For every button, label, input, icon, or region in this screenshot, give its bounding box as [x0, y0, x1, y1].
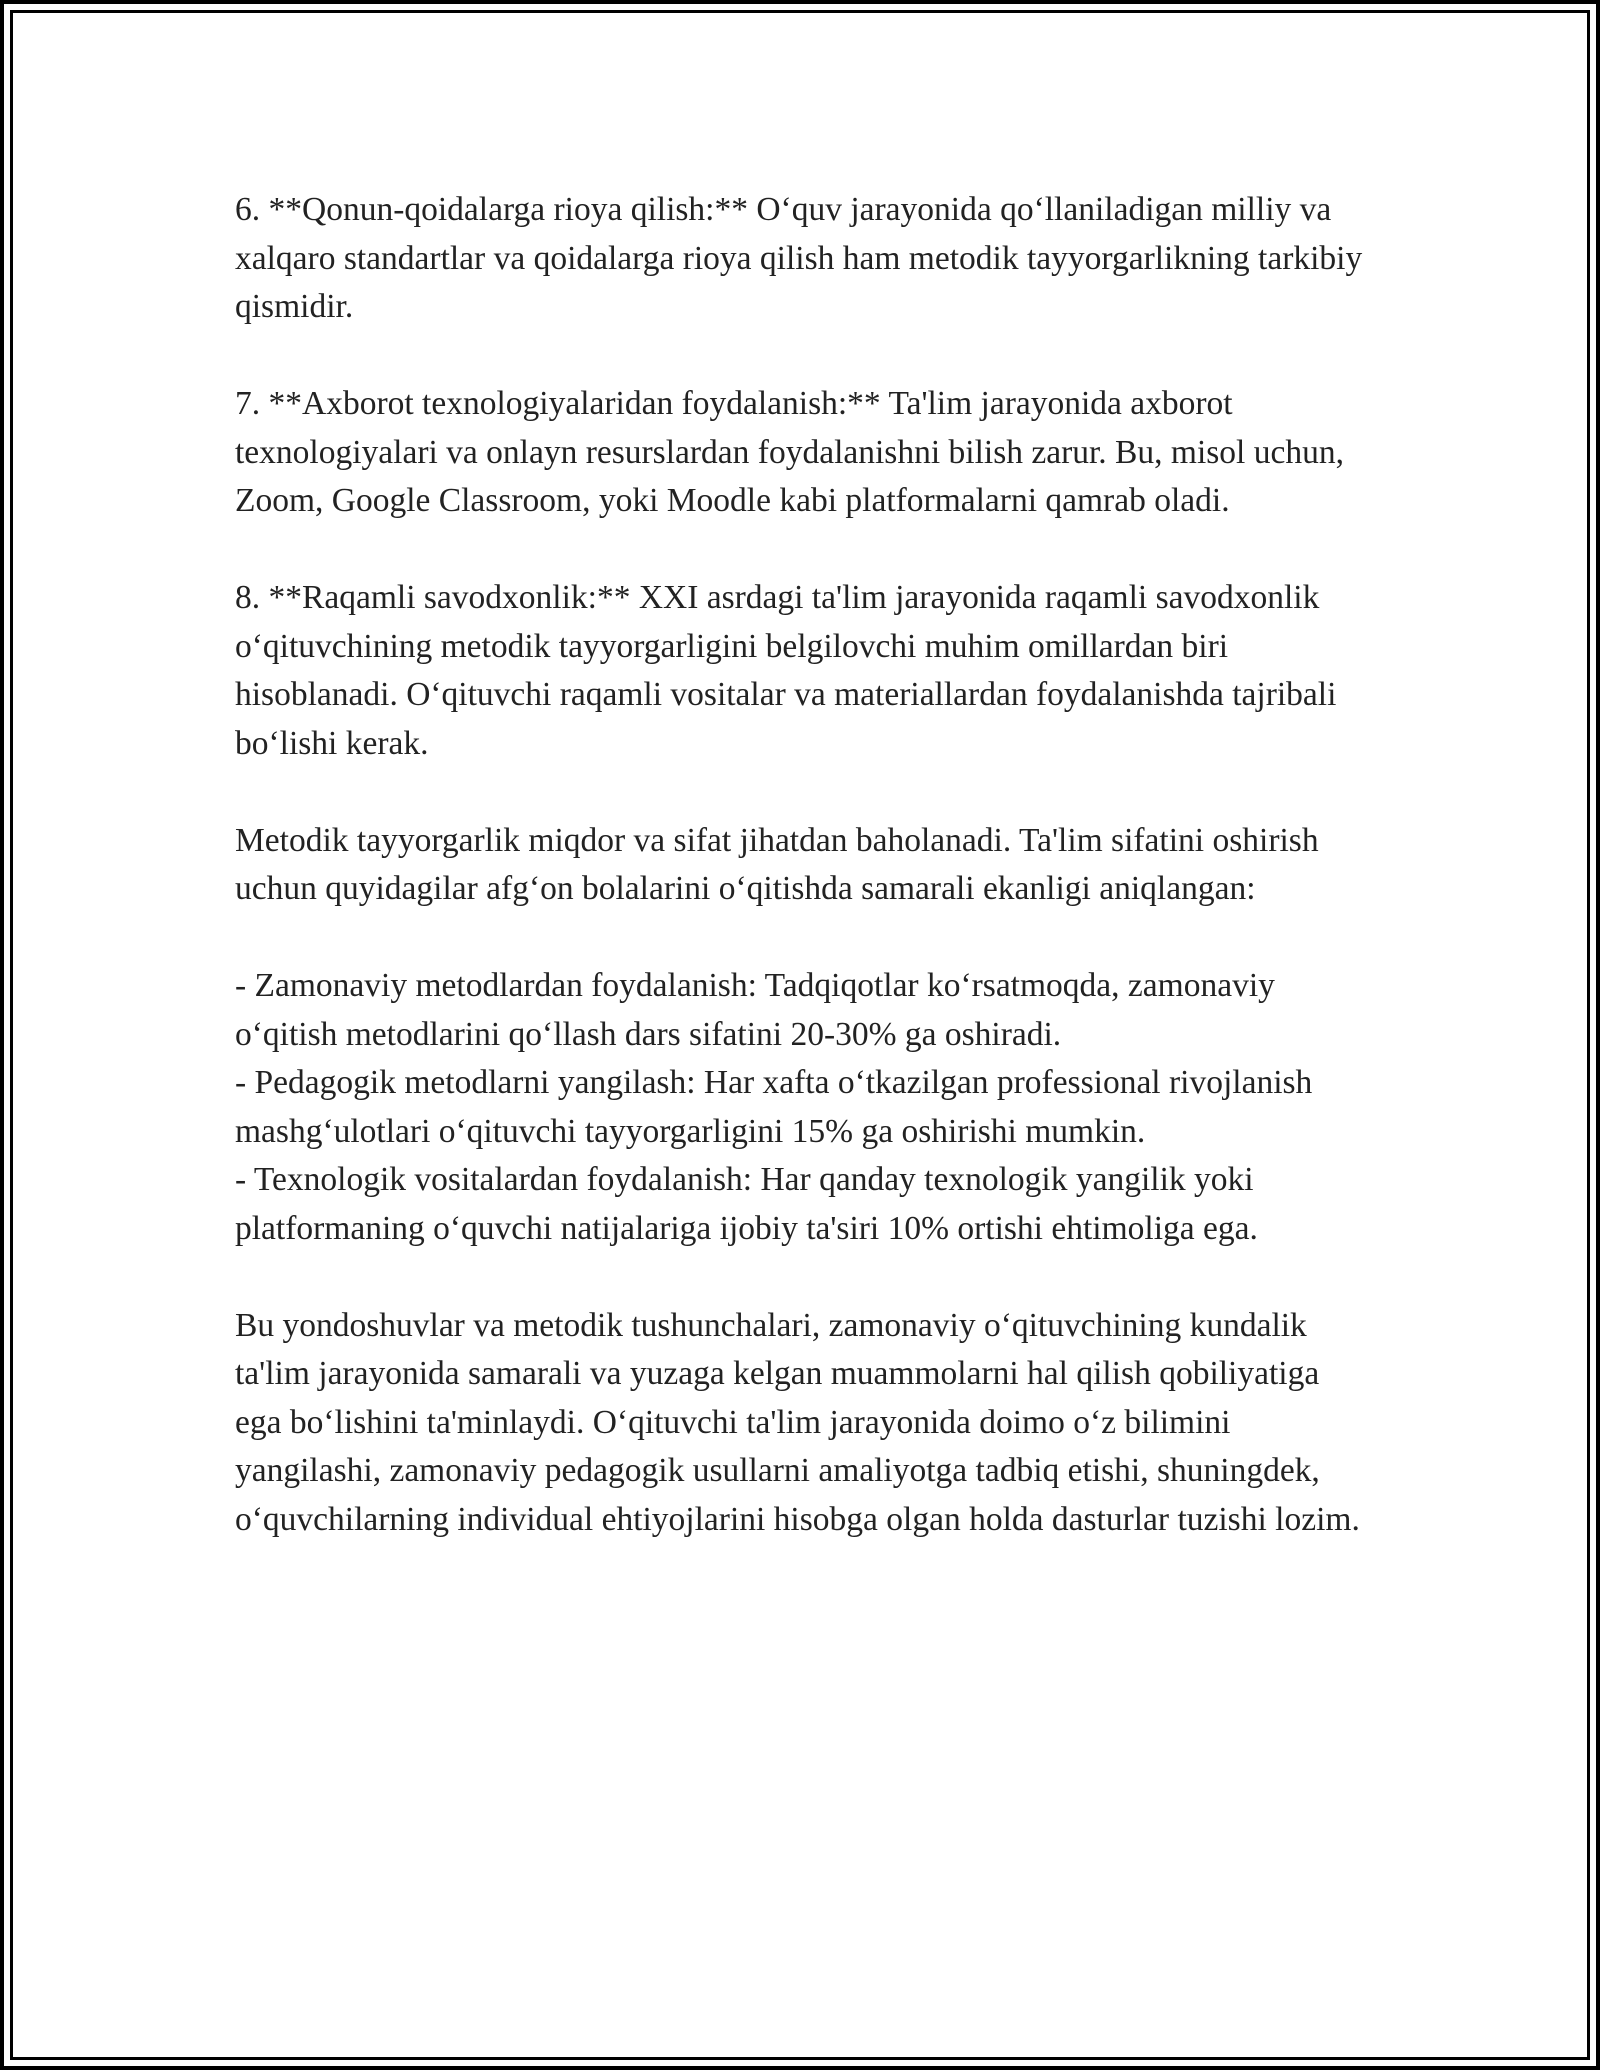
- list-item: - Zamonaviy metodlardan foydalanish: Tadqiqotlar ko‘rsatmoqda, zamonaviy o‘qitish metodlarini qo‘llash dars sifatini 20-30% ga oshiradi.: [235, 967, 1275, 1053]
- document-body: [235, 186, 1370, 1593]
- paragraph-item-7: 7. **Axborot texnologiyalaridan foydalanish:** Ta'lim jarayonida axborot texnologiyalari va onlayn resurslardan foydalanishni bilish zarur. Bu, misol uchun, Zoom, Google Classroom, yoki Moodle kabi platformalarni qamrab oladi.: [235, 385, 1344, 519]
- paragraph-conclusion: Bu yondoshuvlar va metodik tushunchalari, zamonaviy o‘qituvchining kundalik ta'lim jarayonida samarali va yuzaga kelgan muammolarni hal qilish qobiliyatiga ega bo‘lishini ta'minlaydi. O‘qituvchi ta'lim jarayonida doimo o‘z bilimini yangilashi, zamonaviy pedagogik usullarni amaliyotga tadbiq etishi, shuningdek, o‘quvchilarning individual ehtiyojlarini hisobga olgan holda dasturlar tuzishi lozim.: [235, 1306, 1360, 1538]
- list-item: - Texnologik vositalardan foydalanish: Har qanday texnologik yangilik yoki platformaning o‘quvchi natijalariga ijobiy ta'siri 10% ortishi ehtimoliga ega.: [235, 1161, 1258, 1247]
- paragraph-item-6: 6. **Qonun-qoidalarga rioya qilish:** O‘quv jarayonida qo‘llaniladigan milliy va xalqaro standartlar va qoidalarga rioya qilish ham metodik tayyorgarlikning tarkibiy qismidir.: [235, 191, 1363, 325]
- paragraph-assessment-intro: Metodik tayyorgarlik miqdor va sifat jihatdan baholanadi. Ta'lim sifatini oshirish uchun quyidagilar afg‘on bolalarini o‘qitishda samarali ekanligi aniqlangan:: [235, 821, 1319, 907]
- list-item: - Pedagogik metodlarni yangilash: Har xafta o‘tkazilgan professional rivojlanish mashg‘ulotlari o‘qituvchi tayyorgarligini 15% ga oshirishi mumkin.: [235, 1064, 1313, 1150]
- findings-list: [235, 962, 1370, 1253]
- paragraph-item-8: 8. **Raqamli savodxonlik:** XXI asrdagi ta'lim jarayonida raqamli savodxonlik o‘qituvchining metodik tayyorgarligini belgilovchi muhim omillardan biri hisoblanadi. O‘qituvchi raqamli vositalar va materiallardan foydalanishda tajribali bo‘lishi kerak.: [235, 579, 1337, 762]
